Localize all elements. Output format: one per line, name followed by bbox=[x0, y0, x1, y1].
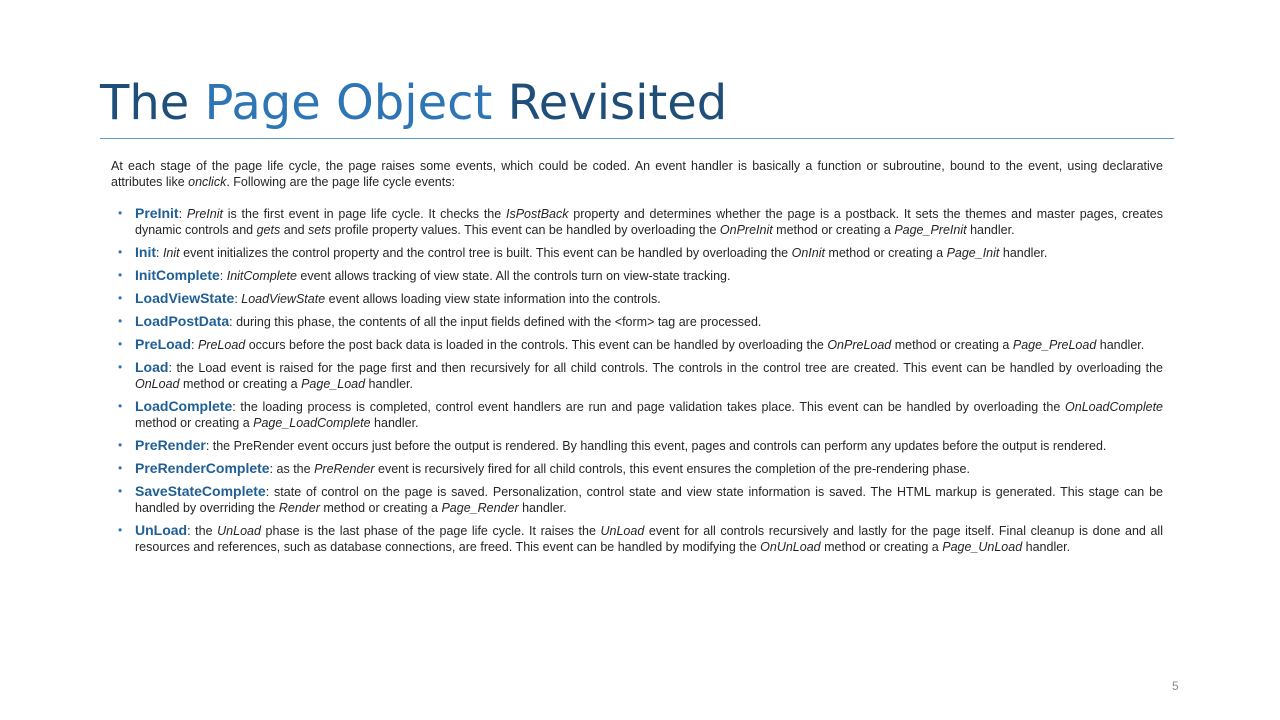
event-name: SaveStateComplete bbox=[135, 483, 266, 499]
italic-term: OnPreLoad bbox=[827, 338, 892, 352]
text-run: handler. bbox=[999, 246, 1048, 260]
event-name: Init bbox=[135, 244, 156, 260]
text-run: : state of control on the page is saved. Personalization, control state and view state information is saved. The HTML markup is generated. This stage can be handled by overriding the bbox=[135, 485, 1163, 515]
italic-term: UnLoad bbox=[600, 524, 645, 538]
text-run: phase is the last phase of the page life cycle. It raises the bbox=[260, 524, 601, 538]
text-run: : bbox=[191, 338, 198, 352]
text-run: : the bbox=[187, 524, 218, 538]
text-run: : bbox=[219, 269, 227, 283]
italic-term: onclick bbox=[188, 175, 227, 189]
text-run: method or creating a bbox=[319, 501, 442, 515]
italic-term: Page_PreLoad bbox=[1012, 338, 1097, 352]
bullet-icon: • bbox=[118, 245, 123, 259]
event-name: InitComplete bbox=[135, 267, 220, 283]
text-run: method or creating a bbox=[824, 246, 947, 260]
event-name: Load bbox=[135, 359, 169, 375]
slide-title bbox=[100, 70, 727, 136]
text-run: method or creating a bbox=[772, 223, 895, 237]
text-run: handler. bbox=[966, 223, 1015, 237]
text-run: is the first event in page life cycle. It checks the bbox=[222, 207, 506, 221]
event-item-loadcomplete bbox=[111, 398, 1163, 431]
bullet-icon: • bbox=[118, 461, 123, 475]
text-run: method or creating a bbox=[820, 540, 943, 554]
bullet-icon: • bbox=[118, 438, 123, 452]
italic-term: UnLoad bbox=[217, 524, 261, 538]
bullet-icon: • bbox=[118, 314, 123, 328]
text-run: occurs before the post back data is loaded in the controls. This event can be handled by overloading the bbox=[245, 338, 828, 352]
italic-term: IsPostBack bbox=[505, 207, 569, 221]
italic-term: Render bbox=[278, 501, 320, 515]
text-run: : the PreRender event occurs just before the output is rendered. By handling this event, pages and controls can perform any updates before the output is rendered. bbox=[205, 439, 1107, 453]
event-name: PreRenderComplete bbox=[135, 460, 270, 476]
bullet-icon: • bbox=[118, 399, 123, 413]
text-run: and bbox=[280, 223, 309, 237]
event-name: PreRender bbox=[135, 437, 206, 453]
italic-term: PreRender bbox=[314, 462, 375, 476]
title-divider bbox=[100, 138, 1174, 139]
text-run: : as the bbox=[269, 462, 315, 476]
text-run: handler. bbox=[1096, 338, 1145, 352]
event-item-init bbox=[111, 244, 1163, 261]
event-name: LoadPostData bbox=[135, 313, 230, 329]
event-name: PreInit bbox=[135, 205, 179, 221]
event-item-initcomplete bbox=[111, 267, 1163, 284]
event-item-preload bbox=[111, 336, 1163, 353]
title-part-1: The bbox=[100, 75, 205, 131]
event-list bbox=[111, 205, 1163, 555]
italic-term: sets bbox=[308, 223, 331, 237]
text-run: handler. bbox=[1022, 540, 1071, 554]
event-item-loadviewstate bbox=[111, 290, 1163, 307]
text-run: event allows tracking of view state. All the controls turn on view-state tracking. bbox=[296, 269, 731, 283]
text-run: event allows loading view state information into the controls. bbox=[325, 292, 661, 306]
text-run: method or creating a bbox=[179, 377, 302, 391]
italic-term: Page_LoadComplete bbox=[253, 416, 371, 430]
page-number: 5 bbox=[1172, 679, 1179, 693]
event-item-unload bbox=[111, 522, 1163, 555]
text-run: event is recursively fired for all child controls, this event ensures the completion of the pre-rendering phase. bbox=[374, 462, 970, 476]
text-run: handler. bbox=[365, 377, 414, 391]
italic-term: InitComplete bbox=[226, 269, 297, 283]
event-name: PreLoad bbox=[135, 336, 192, 352]
italic-term: PreInit bbox=[186, 207, 223, 221]
text-run: : bbox=[178, 207, 187, 221]
event-item-prerender bbox=[111, 437, 1163, 454]
italic-term: Page_Render bbox=[441, 501, 519, 515]
bullet-icon: • bbox=[118, 523, 123, 537]
text-run: : the Load event is raised for the page first and then recursively for all child controls. The controls in the control tree are created. This event can be handled by overloading the bbox=[168, 361, 1163, 375]
italic-term: Page_Load bbox=[301, 377, 366, 391]
italic-term: LoadViewState bbox=[241, 292, 326, 306]
text-run: property and determines whether the page is a postback. It sets the themes and master pages, creates dynamic controls and bbox=[135, 207, 1163, 237]
text-run: event for all controls recursively and lastly for the page itself. Final cleanup is done and all resources and references, such as database connections, are freed. This event can be handled by modifying the bbox=[135, 524, 1163, 554]
italic-term: Page_Init bbox=[946, 246, 1000, 260]
italic-term: OnLoadComplete bbox=[1065, 400, 1163, 414]
event-item-loadpostdata bbox=[111, 313, 1163, 330]
italic-term: Page_UnLoad bbox=[942, 540, 1023, 554]
text-run: : bbox=[156, 246, 163, 260]
event-item-preinit bbox=[111, 205, 1163, 238]
text-run: handler. bbox=[370, 416, 419, 430]
bullet-icon: • bbox=[118, 206, 123, 220]
text-run: : the loading process is completed, control event handlers are run and page validation takes place. This event can be handled by overloading the bbox=[232, 400, 1066, 414]
text-run: method or creating a bbox=[135, 416, 254, 430]
italic-term: gets bbox=[256, 223, 281, 237]
bullet-icon: • bbox=[118, 268, 123, 282]
event-item-load bbox=[111, 359, 1163, 392]
text-run: profile property values. This event can be handled by overloading the bbox=[330, 223, 720, 237]
event-name: LoadViewState bbox=[135, 290, 235, 306]
text-run: : bbox=[234, 292, 242, 306]
italic-term: OnPreInit bbox=[719, 223, 773, 237]
text-run: handler. bbox=[518, 501, 567, 515]
text-run: : during this phase, the contents of all the input fields defined with the <form> tag are processed. bbox=[229, 315, 762, 329]
italic-term: Init bbox=[162, 246, 180, 260]
event-name: LoadComplete bbox=[135, 398, 233, 414]
title-part-2: Page Object bbox=[204, 75, 493, 131]
bullet-icon: • bbox=[118, 484, 123, 498]
slide-body bbox=[111, 158, 1163, 561]
italic-term: OnLoad bbox=[135, 377, 180, 391]
italic-term: Page_PreInit bbox=[894, 223, 967, 237]
event-name: UnLoad bbox=[135, 522, 188, 538]
text-run: . Following are the page life cycle events: bbox=[226, 175, 455, 189]
text-run: method or creating a bbox=[891, 338, 1013, 352]
event-item-savestatecomplete bbox=[111, 483, 1163, 516]
bullet-icon: • bbox=[118, 337, 123, 351]
italic-term: PreLoad bbox=[197, 338, 246, 352]
intro-paragraph bbox=[111, 158, 1163, 190]
italic-term: OnUnLoad bbox=[760, 540, 821, 554]
italic-term: OnInit bbox=[791, 246, 825, 260]
text-run: event initializes the control property and the control tree is built. This event can be handled by overloading the bbox=[179, 246, 792, 260]
text-run: At each stage of the page life cycle, the page raises some events, which could be coded. An event handler is basically a function or subroutine, bound to the event, using declarative attributes like bbox=[111, 159, 1163, 189]
bullet-icon: • bbox=[118, 291, 123, 305]
bullet-icon: • bbox=[118, 360, 123, 374]
title-part-3: Revisited bbox=[492, 75, 728, 131]
event-item-prerendercomplete bbox=[111, 460, 1163, 477]
